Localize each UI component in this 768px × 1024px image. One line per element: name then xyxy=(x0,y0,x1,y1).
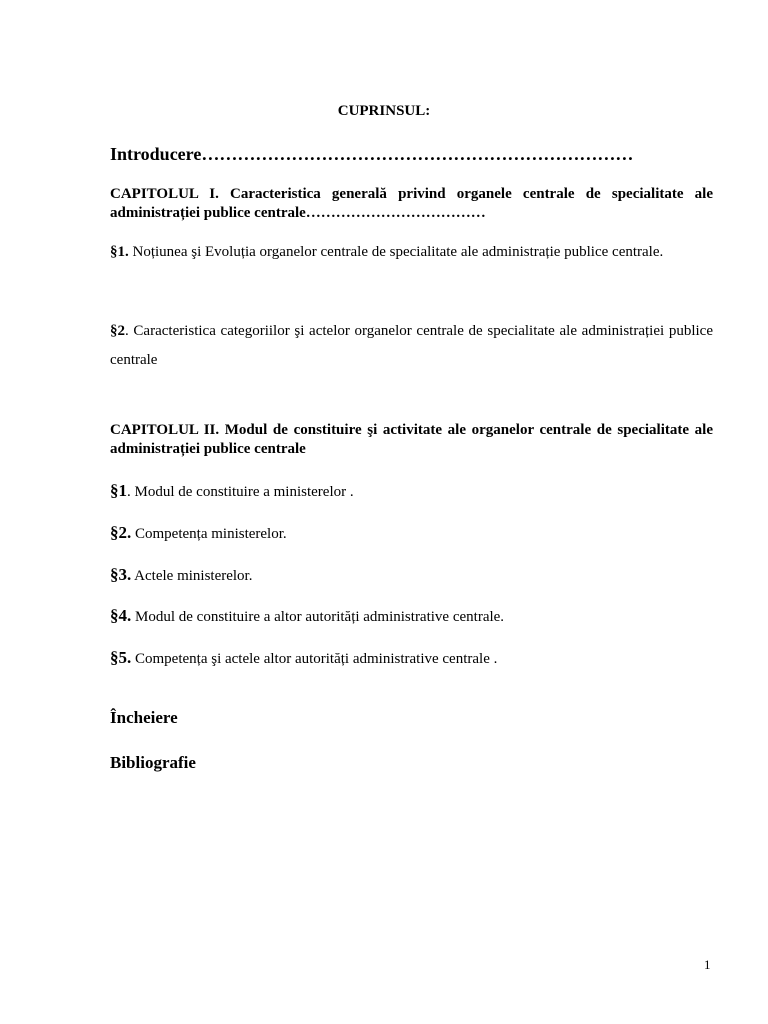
toc-title: CUPRINSUL: xyxy=(337,103,431,119)
section-mark: §2. xyxy=(110,523,132,542)
section-mark: §1. xyxy=(110,244,129,260)
chapter-2-section-4 xyxy=(110,606,713,627)
chapter-1-section-2 xyxy=(110,317,713,375)
chapter-2-section-5 xyxy=(110,648,713,669)
section-text: Actele ministerelor. xyxy=(131,568,253,584)
section-text: Noțiunea şi Evoluția organelor centrale de specialitate ale administrație publice centrale. xyxy=(128,244,664,260)
section-text: Competența şi actele altor autorități administrative centrale . xyxy=(131,651,498,667)
chapter-2-section-2 xyxy=(110,523,713,544)
chapter-1-section-1 xyxy=(110,238,713,267)
section-text: . Modul de constituire a ministerelor . xyxy=(127,484,354,500)
chapter-2-section-1 xyxy=(110,481,713,502)
section-text: Modul de constituire a altor autorități administrative centrale. xyxy=(131,609,505,625)
page-number: 1 xyxy=(704,957,711,972)
section-text: . Caracteristica categoriilor şi actelor organelor centrale de specialitate ale administrației publice centrale xyxy=(110,323,713,368)
section-mark: §1 xyxy=(110,481,127,500)
toc-entry-incheiere: Încheiere xyxy=(110,708,178,727)
chapter-2-section-3 xyxy=(110,565,713,586)
chapter-2-heading: CAPITOLUL II. Modul de constituire şi activitate ale organelor centrale de specialitate ale administrației publice centrale xyxy=(110,422,713,457)
toc-entry-bibliografie: Bibliografie xyxy=(110,753,196,772)
chapter-1-heading: CAPITOLUL I. Caracteristica generală privind organele centrale de specialitate ale administrației publice centrale……………………………… xyxy=(110,186,713,221)
section-mark: §2 xyxy=(110,323,125,339)
section-mark: §3. xyxy=(110,565,132,584)
section-mark: §4. xyxy=(110,606,132,625)
section-mark: §5. xyxy=(110,648,132,667)
toc-entry-introducere: Introducere……………………………………………………………… xyxy=(110,144,634,164)
section-text: Competența ministerelor. xyxy=(131,526,287,542)
